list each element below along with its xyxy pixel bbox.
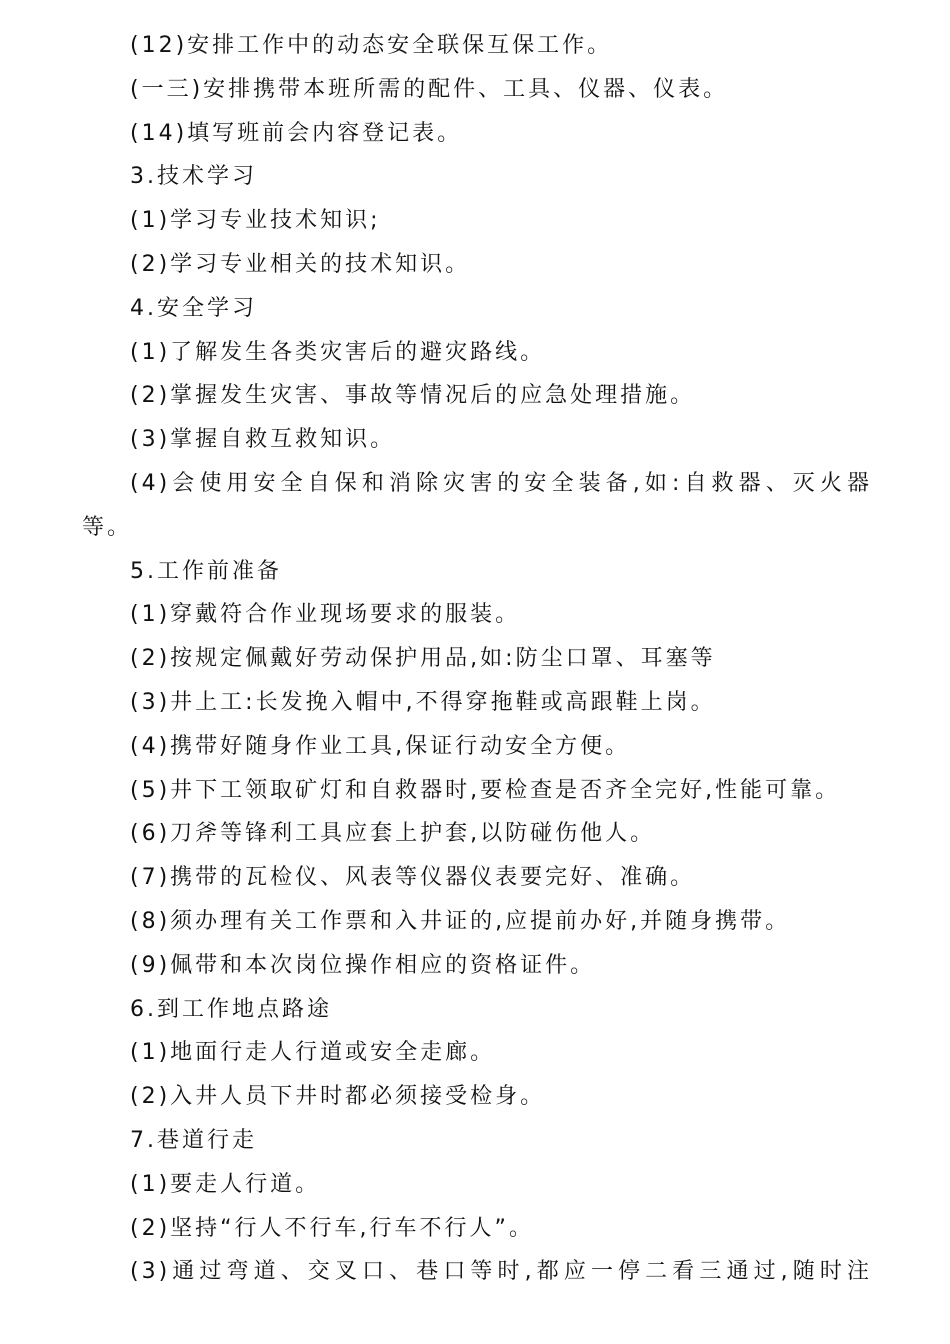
text-line: (1)了解发生各类灾害后的避灾路线。 xyxy=(130,339,546,365)
section-heading: 6.到工作地点路途 xyxy=(130,996,332,1022)
text-line: (7)携带的瓦检仪、风表等仪器仪表要完好、准确。 xyxy=(130,865,696,891)
text-line: (2)入井人员下井时都必须接受检身。 xyxy=(130,1084,546,1110)
section-heading: 7.巷道行走 xyxy=(130,1127,257,1153)
text-line: (一三)安排携带本班所需的配件、工具、仪器、仪表。 xyxy=(130,76,729,102)
text-line: (2)掌握发生灾害、事故等情况后的应急处理措施。 xyxy=(130,383,696,409)
text-line-continuation: 等。 xyxy=(82,514,133,540)
text-line: (3)掌握自救互救知识。 xyxy=(130,427,396,453)
section-heading: 3.技术学习 xyxy=(130,164,257,190)
section-heading: 4.安全学习 xyxy=(130,295,257,321)
text-line: (1)穿戴符合作业现场要求的服装。 xyxy=(130,602,521,628)
text-line: (4)会使用安全自保和消除灾害的安全装备,如:自救器、灭火器 xyxy=(130,470,872,496)
text-line: (3)井上工:长发挽入帽中,不得穿拖鞋或高跟鞋上岗。 xyxy=(130,689,716,715)
text-line: (8)须办理有关工作票和入井证的,应提前办好,并随身携带。 xyxy=(130,908,791,934)
text-line: (1)学习专业技术知识; xyxy=(130,208,381,234)
text-line: (1)要走人行道。 xyxy=(130,1171,321,1197)
text-line: (4)携带好随身作业工具,保证行动安全方便。 xyxy=(130,733,631,759)
text-line: (3)通过弯道、交叉口、巷口等时,都应一停二看三通过,随时注 xyxy=(130,1259,872,1285)
text-line: (2)按规定佩戴好劳动保护用品,如:防尘口罩、耳塞等 xyxy=(130,646,716,672)
text-line: (12)安排工作中的动态安全联保互保工作。 xyxy=(130,33,613,58)
section-heading: 5.工作前准备 xyxy=(130,558,282,584)
text-line: (2)坚持“行人不行车,行车不行人”。 xyxy=(130,1215,534,1241)
text-line: (14)填写班前会内容登记表。 xyxy=(130,120,463,146)
text-line: (9)佩带和本次岗位操作相应的资格证件。 xyxy=(130,952,596,978)
text-line: (5)井下工领取矿灯和自救器时,要检查是否齐全完好,性能可靠。 xyxy=(130,777,841,803)
text-line: (2)学习专业相关的技术知识。 xyxy=(130,251,471,277)
text-line: (1)地面行走人行道或安全走廊。 xyxy=(130,1040,496,1066)
text-line: (6)刀斧等锋利工具应套上护套,以防碰伤他人。 xyxy=(130,821,656,847)
document-body xyxy=(82,24,872,1294)
